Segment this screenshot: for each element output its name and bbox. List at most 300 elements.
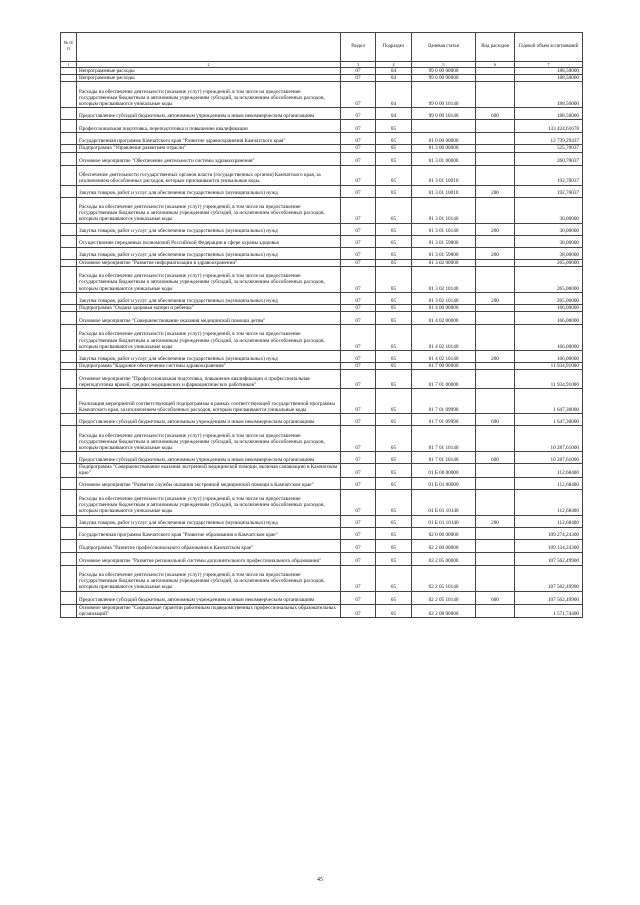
row-vr (476, 266, 515, 292)
row-num (61, 152, 77, 165)
row-razdel: 07 (341, 312, 376, 325)
row-sum: 109 274,24300 (515, 527, 583, 539)
row-sum: 260,70037 (515, 152, 583, 165)
row-csr: 01 7 01 09990 (412, 389, 476, 414)
row-num (61, 452, 77, 464)
page-number: 45 (317, 877, 323, 883)
row-name: Основное мероприятие "Совершенствование оказания медицинской помощи детям" (77, 312, 341, 325)
row-razdel: 07 (341, 247, 376, 259)
row-razdel: 07 (341, 259, 376, 266)
row-csr: 02 2 05 10140 (412, 591, 476, 604)
row-razdel: 07 (341, 145, 376, 152)
table-row (61, 266, 583, 292)
row-num (61, 259, 77, 266)
row-vr (476, 312, 515, 325)
row-sum: 166,00000 (515, 304, 583, 311)
row-razdel: 07 (341, 325, 376, 351)
row-razdel: 07 (341, 552, 376, 565)
row-num (61, 351, 77, 363)
table-row (61, 464, 583, 477)
row-razdel: 07 (341, 426, 376, 452)
row-num (61, 464, 77, 477)
row-csr: 01 4 02 00000 (412, 312, 476, 325)
row-vr: 200 (476, 292, 515, 304)
colnum: 5 (412, 62, 476, 68)
row-csr: 01 3 01 10140 (412, 197, 476, 223)
row-podrazdel: 05 (376, 259, 412, 266)
row-sum: 10 287,61000 (515, 452, 583, 464)
table-row (61, 223, 583, 235)
header-podrazdel: Подраздел (376, 33, 412, 62)
row-podrazdel: 04 (376, 108, 412, 120)
row-name: Расходы на обеспечение деятельности (оказание услуг) учреждений, в том числе на предоставление государственным бюджетным и автономным учреждениям субсидий, за исключением обособленных расходов, которым присваиваются уникальные коды (77, 197, 341, 223)
row-sum: 133 424,61678 (515, 120, 583, 133)
row-name: Подпрограмма "Управление развитием отрасли" (77, 145, 341, 152)
header-sum: Годовой объем ассигнований (515, 33, 583, 62)
row-podrazdel: 05 (376, 363, 412, 370)
table-row (61, 389, 583, 414)
row-podrazdel: 05 (376, 515, 412, 527)
row-razdel: 07 (341, 477, 376, 489)
row-name: Предоставление субсидий бюджетным, автономным учреждениям и иным некоммерческим организациям (77, 108, 341, 120)
row-csr: 01 4 02 10140 (412, 351, 476, 363)
row-podrazdel: 05 (376, 145, 412, 152)
row-vr (476, 565, 515, 591)
row-vr (476, 604, 515, 617)
row-num (61, 604, 77, 617)
row-sum: 188,50000 (515, 108, 583, 120)
row-podrazdel: 05 (376, 304, 412, 311)
table-row (61, 477, 583, 489)
row-podrazdel: 05 (376, 133, 412, 145)
row-csr: 01 3 01 00000 (412, 152, 476, 165)
row-podrazdel: 05 (376, 389, 412, 414)
row-name: Основное мероприятие "Развитие информатизации в здравоохранении" (77, 259, 341, 266)
row-vr (476, 539, 515, 552)
row-razdel: 07 (341, 68, 376, 75)
row-razdel: 07 (341, 133, 376, 145)
row-vr: 600 (476, 414, 515, 426)
row-name: Расходы на обеспечение деятельности (оказание услуг) учреждений, в том числе на предоставление государственным бюджетным и автономным учреждениям субсидий, за исключением обособленных расходов, которым присваиваются уникальные коды (77, 426, 341, 452)
row-name: Подпрограмма "Кадровое обеспечение системы здравоохранения" (77, 363, 341, 370)
row-name: Закупка товаров, работ и услуг для обеспечения государственных (муниципальных) нужд (77, 185, 341, 197)
row-csr: 01 3 00 00000 (412, 145, 476, 152)
row-csr: 01 3 01 10140 (412, 223, 476, 235)
row-vr (476, 152, 515, 165)
row-name: Подпрограмма "Охрана здоровья матери и ребенка" (77, 304, 341, 311)
row-vr (476, 68, 515, 75)
row-vr (476, 426, 515, 452)
row-podrazdel: 05 (376, 464, 412, 477)
row-razdel: 07 (341, 120, 376, 133)
row-name: Расходы на обеспечение деятельности (оказание услуг) учреждений, в том числе на предоставление государственным бюджетным и автономным учреждениям субсидий, за исключением обособленных расходов, которым присваиваются уникальные коды (77, 266, 341, 292)
row-vr: 600 (476, 591, 515, 604)
row-csr: 02 0 00 00000 (412, 527, 476, 539)
row-num (61, 292, 77, 304)
row-num (61, 489, 77, 515)
table-row (61, 591, 583, 604)
row-sum: 1 647,30000 (515, 389, 583, 414)
table-row (61, 152, 583, 165)
row-csr: 01 3 01 59800 (412, 235, 476, 247)
row-sum: 30,00000 (515, 223, 583, 235)
row-sum: 11 934,91000 (515, 363, 583, 370)
row-num (61, 477, 77, 489)
row-razdel: 07 (341, 539, 376, 552)
row-csr: 01 Б 00 00000 (412, 464, 476, 477)
row-csr: 02 2 00 00000 (412, 539, 476, 552)
table-row (61, 604, 583, 617)
row-name: Закупка товаров, работ и услуг для обеспечения государственных (муниципальных) нужд (77, 351, 341, 363)
table-row (61, 120, 583, 133)
table-row (61, 108, 583, 120)
row-name: Основное мероприятие "Развитие региональной системы дополнительного профессионального образования" (77, 552, 341, 565)
table-row (61, 552, 583, 565)
row-vr (476, 235, 515, 247)
row-vr (476, 197, 515, 223)
table-row (61, 304, 583, 311)
row-razdel: 07 (341, 292, 376, 304)
table-row (61, 247, 583, 259)
row-num (61, 312, 77, 325)
row-sum: 38,00000 (515, 235, 583, 247)
row-podrazdel: 05 (376, 452, 412, 464)
row-num (61, 565, 77, 591)
row-razdel: 07 (341, 223, 376, 235)
table-row (61, 325, 583, 351)
row-podrazdel: 05 (376, 565, 412, 591)
row-csr: 01 7 01 00000 (412, 370, 476, 389)
row-razdel: 07 (341, 108, 376, 120)
row-podrazdel: 05 (376, 489, 412, 515)
row-num (61, 266, 77, 292)
row-csr: 01 3 02 00000 (412, 259, 476, 266)
row-podrazdel: 05 (376, 185, 412, 197)
row-num (61, 247, 77, 259)
row-csr: 01 7 00 00000 (412, 363, 476, 370)
header-razdel: Раздел (341, 33, 376, 62)
row-name: Закупка товаров, работ и услуг для обеспечения государственных (муниципальных) нужд (77, 292, 341, 304)
colnum: 7 (515, 62, 583, 68)
row-vr (476, 133, 515, 145)
row-razdel: 07 (341, 591, 376, 604)
table-row (61, 515, 583, 527)
row-podrazdel: 05 (376, 591, 412, 604)
colnum: 2 (77, 62, 341, 68)
row-razdel: 07 (341, 370, 376, 389)
row-vr: 200 (476, 515, 515, 527)
row-vr: 200 (476, 185, 515, 197)
row-sum: 112,68400 (515, 515, 583, 527)
row-num (61, 133, 77, 145)
row-razdel: 07 (341, 351, 376, 363)
row-razdel: 07 (341, 414, 376, 426)
row-num (61, 108, 77, 120)
table-row (61, 197, 583, 223)
row-vr (476, 82, 515, 108)
row-vr: 200 (476, 351, 515, 363)
row-razdel: 07 (341, 452, 376, 464)
row-name: Основное мероприятие "Профессиональная подготовка, повышение квалификации и профессиональная переподготовка врачей, средних медицинских и фармацевтических работников" (77, 370, 341, 389)
row-csr: 01 Б 01 00000 (412, 477, 476, 489)
row-sum: 188,50000 (515, 75, 583, 82)
row-csr: 01 3 02 10140 (412, 292, 476, 304)
row-num (61, 389, 77, 414)
row-podrazdel: 05 (376, 527, 412, 539)
row-razdel: 07 (341, 363, 376, 370)
table-row (61, 351, 583, 363)
row-razdel: 07 (341, 527, 376, 539)
row-csr: 01 7 01 10140 (412, 452, 476, 464)
row-csr: 01 4 00 00000 (412, 304, 476, 311)
row-podrazdel: 05 (376, 370, 412, 389)
row-name: Непрограммные расходы (77, 68, 341, 75)
row-csr: 01 4 02 10140 (412, 325, 476, 351)
row-sum: 112,68400 (515, 489, 583, 515)
table-row (61, 489, 583, 515)
table-row (61, 145, 583, 152)
colnum: 4 (376, 62, 412, 68)
header-row (61, 33, 583, 62)
row-num (61, 185, 77, 197)
row-razdel: 07 (341, 75, 376, 82)
table-row (61, 414, 583, 426)
row-sum: 10 287,61000 (515, 426, 583, 452)
row-podrazdel: 05 (376, 414, 412, 426)
row-sum: 265,00000 (515, 266, 583, 292)
header-name (77, 33, 341, 62)
row-podrazdel: 05 (376, 266, 412, 292)
row-num (61, 145, 77, 152)
row-podrazdel: 05 (376, 426, 412, 452)
header-vr: Вид расходов (476, 33, 515, 62)
budget-table (60, 32, 583, 618)
row-num (61, 197, 77, 223)
row-vr (476, 363, 515, 370)
table-row (61, 259, 583, 266)
row-num (61, 68, 77, 75)
row-sum: 11 934,91000 (515, 370, 583, 389)
table-row (61, 312, 583, 325)
row-sum: 112,68400 (515, 464, 583, 477)
row-vr (476, 304, 515, 311)
row-podrazdel: 05 (376, 604, 412, 617)
row-num (61, 120, 77, 133)
table-row (61, 185, 583, 197)
row-csr: 99 0 00 10140 (412, 108, 476, 120)
row-razdel: 07 (341, 235, 376, 247)
row-vr (476, 145, 515, 152)
row-name: Непрограммные расходы (77, 75, 341, 82)
row-sum: 38,00000 (515, 247, 583, 259)
row-csr: 02 2 05 10140 (412, 565, 476, 591)
row-vr (476, 527, 515, 539)
row-num (61, 165, 77, 185)
row-vr: 200 (476, 223, 515, 235)
row-csr (412, 120, 476, 133)
row-vr: 200 (476, 247, 515, 259)
row-vr (476, 325, 515, 351)
row-num (61, 325, 77, 351)
row-podrazdel: 05 (376, 477, 412, 489)
row-vr (476, 370, 515, 389)
row-podrazdel: 05 (376, 120, 412, 133)
row-num (61, 591, 77, 604)
row-sum: 1 571,74400 (515, 604, 583, 617)
table-row (61, 82, 583, 108)
row-sum: 265,00000 (515, 259, 583, 266)
row-num (61, 515, 77, 527)
row-sum: 192,70037 (515, 185, 583, 197)
row-num (61, 235, 77, 247)
table-row (61, 452, 583, 464)
row-name: Закупка товаров, работ и услуг для обеспечения государственных (муниципальных) нужд (77, 223, 341, 235)
table-row (61, 565, 583, 591)
row-podrazdel: 05 (376, 539, 412, 552)
row-num (61, 370, 77, 389)
row-podrazdel: 05 (376, 223, 412, 235)
row-razdel: 07 (341, 165, 376, 185)
row-num (61, 363, 77, 370)
row-sum: 12 739,29437 (515, 133, 583, 145)
row-podrazdel: 05 (376, 325, 412, 351)
row-podrazdel: 04 (376, 82, 412, 108)
row-name: Подпрограмма "Совершенствование оказания экстренной медицинской помощи, включая санавиацию в Камчатском крае" (77, 464, 341, 477)
row-vr (476, 259, 515, 266)
row-sum: 107 562,49900 (515, 552, 583, 565)
row-razdel: 07 (341, 515, 376, 527)
row-sum: 166,00000 (515, 325, 583, 351)
row-razdel: 07 (341, 604, 376, 617)
row-sum: 188,50000 (515, 68, 583, 75)
row-csr: 99 0 00 00000 (412, 75, 476, 82)
row-name: Государственная программа Камчатского края "Развитие образования в Камчатском крае" (77, 527, 341, 539)
row-sum: 166,00000 (515, 351, 583, 363)
row-name: Реализация мероприятий соответствующей подпрограммы в рамках соответствующей государственной программы Камчатского края, за исключением обособленных расходов, которым присваиваются уникальные коды (77, 389, 341, 414)
row-name: Предоставление субсидий бюджетным, автономным учреждениям и иным некоммерческим организациям (77, 591, 341, 604)
row-sum: 265,00000 (515, 292, 583, 304)
row-name: Основное мероприятие "Обеспечение деятельности системы здравоохранения" (77, 152, 341, 165)
row-podrazdel: 05 (376, 235, 412, 247)
row-sum: 30,00000 (515, 197, 583, 223)
row-razdel: 07 (341, 185, 376, 197)
row-name: Предоставление субсидий бюджетным, автономным учреждениям и иным некоммерческим организациям (77, 414, 341, 426)
row-name: Расходы на обеспечение деятельности (оказание услуг) учреждений, в том числе на предоставление государственным бюджетным и автономным учреждениям субсидий, за исключением обособленных расходов, которым присваиваются уникальные коды (77, 565, 341, 591)
row-name: Государственная программа Камчатского края "Развитие здравоохранения Камчатского края" (77, 133, 341, 145)
row-csr: 01 3 01 10010 (412, 185, 476, 197)
row-podrazdel: 05 (376, 351, 412, 363)
budget-table-page (60, 32, 582, 618)
colnum: 3 (341, 62, 376, 68)
row-sum: 107 562,49900 (515, 591, 583, 604)
row-csr: 01 3 01 59800 (412, 247, 476, 259)
row-vr (476, 477, 515, 489)
table-row (61, 539, 583, 552)
row-podrazdel: 04 (376, 75, 412, 82)
row-csr: 99 0 00 00000 (412, 68, 476, 75)
table-row (61, 527, 583, 539)
row-csr: 01 Б 01 10140 (412, 489, 476, 515)
row-name: Закупка товаров, работ и услуг для обеспечения государственных (муниципальных) нужд (77, 515, 341, 527)
row-vr (476, 464, 515, 477)
row-num (61, 426, 77, 452)
row-name: Подпрограмма "Развитие профессионального образования в Камчатском крае" (77, 539, 341, 552)
row-name: Расходы на обеспечение деятельности (оказание услуг) учреждений, в том числе на предоставление государственным бюджетным и автономным учреждениям субсидий, за исключением обособленных расходов, которым присваиваются уникальные коды (77, 489, 341, 515)
row-csr: 01 3 02 10140 (412, 266, 476, 292)
row-sum: 192,70037 (515, 165, 583, 185)
row-razdel: 07 (341, 152, 376, 165)
row-razdel: 07 (341, 464, 376, 477)
row-csr: 01 7 01 10140 (412, 426, 476, 452)
row-sum: 109 134,24300 (515, 539, 583, 552)
row-sum: 107 562,49900 (515, 565, 583, 591)
row-csr: 01 3 01 10010 (412, 165, 476, 185)
row-num (61, 414, 77, 426)
row-num (61, 304, 77, 311)
table-row (61, 165, 583, 185)
table-row (61, 426, 583, 452)
row-sum: 166,00000 (515, 312, 583, 325)
row-name: Обеспечение деятельности государственных органов власти (государственных органов) Камчатского края, за исключением обособленных расходов, которым присваиваются уникальные коды. (77, 165, 341, 185)
table-row (61, 363, 583, 370)
row-num (61, 527, 77, 539)
row-vr (476, 389, 515, 414)
table-row (61, 235, 583, 247)
row-num (61, 82, 77, 108)
row-csr: 02 2 05 00000 (412, 552, 476, 565)
row-name: Расходы на обеспечение деятельности (оказание услуг) учреждений, в том числе на предоставление государственным бюджетным и автономным учреждениям субсидий, за исключением обособленных расходов, которым присваиваются уникальные коды (77, 325, 341, 351)
row-num (61, 539, 77, 552)
row-podrazdel: 05 (376, 247, 412, 259)
row-sum: 525,70037 (515, 145, 583, 152)
row-name: Профессиональная подготовка, переподготовка и повышение квалификации (77, 120, 341, 133)
row-podrazdel: 05 (376, 152, 412, 165)
table-row (61, 133, 583, 145)
row-sum: 112,68400 (515, 477, 583, 489)
row-vr: 600 (476, 108, 515, 120)
row-razdel: 07 (341, 389, 376, 414)
row-csr: 01 Б 01 10140 (412, 515, 476, 527)
table-row (61, 68, 583, 75)
row-vr (476, 489, 515, 515)
row-razdel: 07 (341, 489, 376, 515)
row-podrazdel: 05 (376, 552, 412, 565)
colnum: 6 (476, 62, 515, 68)
row-podrazdel: 05 (376, 312, 412, 325)
row-sum: 188,50000 (515, 82, 583, 108)
row-name: Осуществление переданных полномочий Российской Федерации в сфере охраны здоровья (77, 235, 341, 247)
row-num (61, 552, 77, 565)
row-csr: 99 0 00 10140 (412, 82, 476, 108)
colnum: 1 (61, 62, 77, 68)
row-csr: 01 0 00 00000 (412, 133, 476, 145)
row-num (61, 223, 77, 235)
row-podrazdel: 05 (376, 197, 412, 223)
row-podrazdel: 05 (376, 292, 412, 304)
row-csr: 01 7 01 09990 (412, 414, 476, 426)
row-name: Основное мероприятие "Развитие службы оказания экстренной медицинской помощи в Камчатском крае" (77, 477, 341, 489)
row-podrazdel: 05 (376, 165, 412, 185)
row-razdel: 07 (341, 304, 376, 311)
row-vr (476, 165, 515, 185)
table-row (61, 75, 583, 82)
row-name: Расходы на обеспечение деятельности (оказание услуг) учреждений, в том числе на предоставление государственным бюджетным и автономным учреждениям субсидий, за исключением обособленных расходов, которым присваиваются уникальные коды (77, 82, 341, 108)
row-razdel: 07 (341, 266, 376, 292)
row-num (61, 75, 77, 82)
row-vr (476, 75, 515, 82)
row-csr: 02 2 08 00000 (412, 604, 476, 617)
row-name: Закупка товаров, работ и услуг для обеспечения государственных (муниципальных) нужд (77, 247, 341, 259)
